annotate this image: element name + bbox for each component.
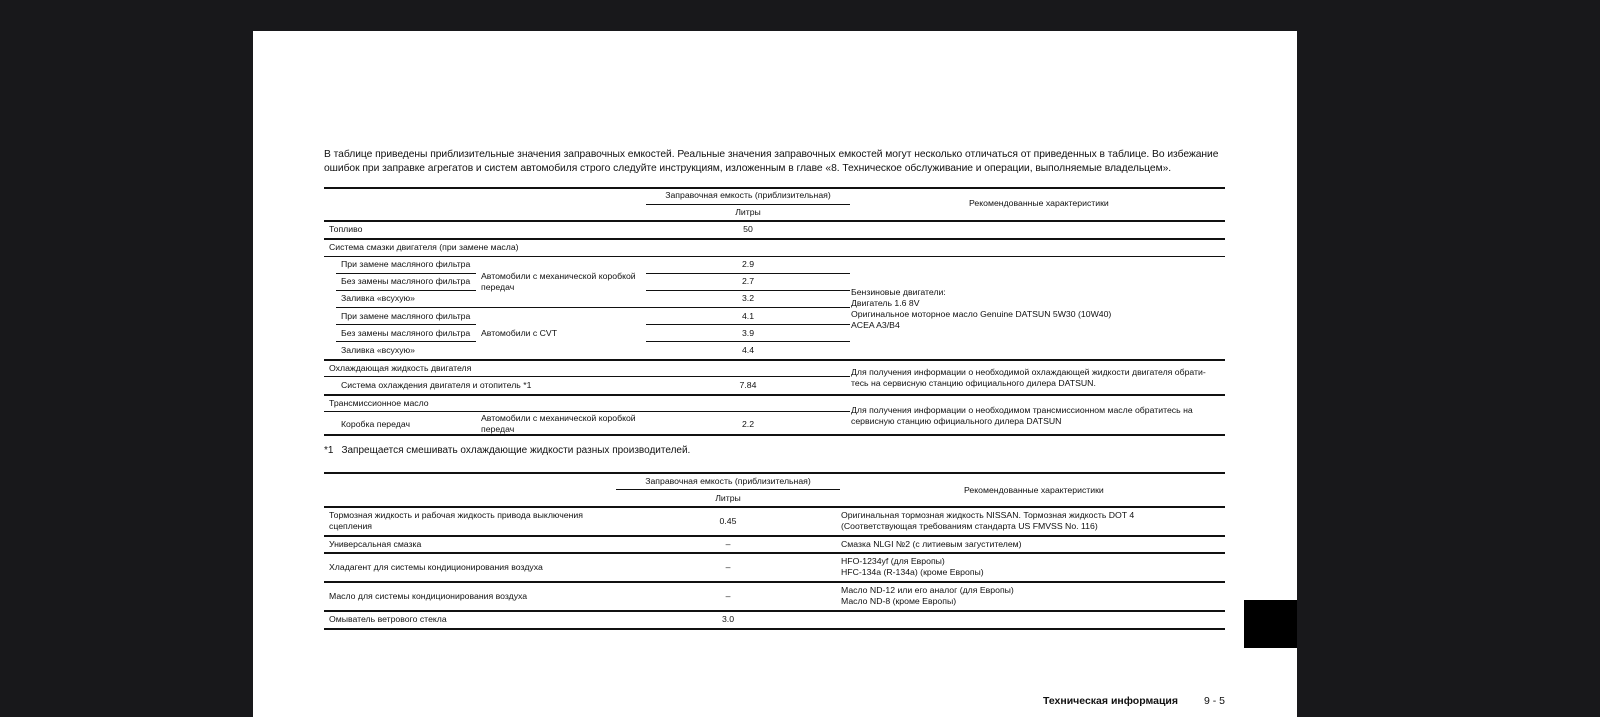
- table-rule: [324, 187, 1225, 189]
- fluid-spec-line: Оригинальная тормозная жидкость NISSAN. Тормозная жидкость DOT 4: [841, 510, 1135, 520]
- oil-row-value: 3.2: [741, 293, 755, 303]
- table-rule: [324, 552, 1225, 554]
- table-rule: [616, 489, 840, 490]
- fluid-spec-line: Масло ND-12 или его аналог (для Европы): [841, 585, 1014, 595]
- intro-line-2: ошибок при заправке агрегатов и систем автомобиля строго следуйте инструкциям, изложенным в главе «8. Техническое обслуживание и операции, выполняемые владельцем».: [324, 163, 1172, 174]
- fuel-label: Топливо: [329, 224, 363, 234]
- oil-row-label: При замене масляного фильтра: [341, 259, 471, 269]
- intro-paragraph: [324, 148, 1230, 176]
- oil-row-label: Заливка «всухую»: [341, 293, 415, 303]
- oil-row-label: Без замены масляного фильтра: [341, 276, 471, 286]
- table-rule: [336, 341, 476, 342]
- fluid-spec-line: Масло ND-8 (кроме Европы): [841, 596, 957, 606]
- table-rule: [324, 411, 850, 412]
- table-rule: [324, 394, 1225, 396]
- coolant-sub-label: Система охлаждения двигателя и отопитель *1: [341, 380, 532, 390]
- footnote-marker: *1: [324, 445, 334, 456]
- oil-row-value: 4.1: [741, 311, 755, 321]
- table-rule: [324, 610, 1225, 612]
- fluid-row-spec: [841, 510, 1134, 532]
- table-rule: [336, 324, 476, 325]
- table-rule: [324, 472, 1225, 474]
- table-rule: [646, 341, 850, 342]
- oil-spec-line: Двигатель 1.6 8V: [851, 298, 920, 308]
- table-rule: [336, 307, 850, 308]
- table-rule: [324, 628, 1225, 630]
- coolant-label: Охлаждающая жидкость двигателя: [329, 363, 472, 373]
- header-recommended: Рекомендованные характеристики: [969, 198, 1109, 208]
- footer-section-title: Техническая информация: [1042, 695, 1178, 707]
- gearbox-label: Коробка передач: [341, 419, 411, 429]
- header-recommended: Рекомендованные характеристики: [964, 485, 1104, 495]
- oil-row-value: 4.4: [741, 345, 755, 355]
- fluid-row-value: –: [725, 562, 731, 572]
- table-rule: [324, 220, 1225, 222]
- coolant-spec-line: тесь на сервисную станцию официального дилера DATSUN.: [851, 378, 1096, 388]
- oil-row-label: Без замены масляного фильтра: [341, 328, 471, 338]
- chapter-tab-marker: [1244, 600, 1297, 648]
- fluid-spec-line: HFO-1234yf (для Европы): [841, 556, 945, 566]
- table-rule: [646, 324, 850, 325]
- table-rule: [324, 238, 1225, 240]
- fluid-row-label: Масло для системы кондиционирования воздуха: [329, 591, 528, 601]
- table-rule: [324, 581, 1225, 583]
- table-rule: [324, 506, 1225, 508]
- oil-spec-line: ACEA A3/B4: [851, 320, 900, 330]
- oil-row-value: 2.7: [741, 276, 755, 286]
- mt-label: Автомобили с механической коробкой передач: [481, 271, 636, 292]
- fluid-spec-line: (Соответствующая требованиям стандарта US FMVSS No. 116): [841, 521, 1098, 531]
- header-liters: Литры: [735, 207, 761, 217]
- coolant-spec-line: Для получения информации о необходимой охлаждающей жидкости двигателя обрати-: [851, 367, 1206, 377]
- table-rule: [324, 434, 1225, 436]
- transmission-label: Трансмиссионное масло: [329, 398, 429, 408]
- lube-system-label: Система смазки двигателя (при замене масла): [329, 242, 519, 252]
- cvt-label: Автомобили с CVT: [481, 328, 558, 338]
- fluid-row-spec: Смазка NLGI №2 (с литиевым загустителем): [841, 539, 1022, 549]
- transmission-spec-line: Для получения информации о необходимом трансмиссионном масле обратитесь на: [851, 405, 1193, 415]
- gearbox-value: 2.2: [741, 419, 755, 429]
- document-page: [253, 31, 1297, 717]
- fluid-row-label: Хладагент для системы кондиционирования воздуха: [329, 562, 543, 572]
- fuel-value: 50: [743, 224, 753, 234]
- intro-line-1: В таблице приведены приблизительные значения заправочных емкостей. Реальные значения заправочных емкостей могут несколько отличаться от приведенных в таблице. Во избежание: [324, 149, 1219, 160]
- oil-row-value: 2.9: [741, 259, 755, 269]
- fluid-spec-line: HFC-134a (R-134a) (кроме Европы): [841, 567, 984, 577]
- oil-row-label: Заливка «всухую»: [341, 345, 415, 355]
- transmission-spec-line: сервисную станцию официального дилера DATSUN: [851, 416, 1062, 426]
- fluid-row-spec: [841, 585, 1014, 607]
- page-footer: [1043, 695, 1225, 707]
- oil-row-label: При замене масляного фильтра: [341, 311, 471, 321]
- oil-spec-line: Бензиновые двигатели:: [851, 287, 946, 297]
- transmission-spec: [851, 405, 1193, 427]
- table-rule: [646, 204, 850, 205]
- coolant-spec: [851, 367, 1206, 389]
- fluids-table: [324, 472, 1225, 662]
- table-rule: [324, 376, 850, 377]
- page-number: 9 - 5: [1203, 695, 1225, 707]
- header-liters: Литры: [715, 493, 741, 503]
- table-rule: [646, 290, 850, 291]
- fluid-row-value: 0.45: [719, 516, 737, 526]
- capacities-table: [324, 187, 1225, 465]
- table-rule: [336, 273, 476, 274]
- table-rule: [324, 256, 1225, 257]
- table-rule: [324, 359, 1225, 361]
- oil-row-value: 3.9: [741, 328, 755, 338]
- footnote-text: Запрещается смешивать охлаждающие жидкости разных производителей.: [341, 445, 691, 456]
- fluid-row-label: Тормозная жидкость и рабочая жидкость привода выключения сцепления: [329, 510, 583, 531]
- table-rule: [646, 273, 850, 274]
- fluid-row-value: –: [725, 591, 731, 601]
- table-rule: [336, 290, 476, 291]
- footnote: [324, 445, 690, 456]
- header-capacity: Заправочная емкость (приблизительная): [665, 190, 831, 200]
- table-rule: [324, 535, 1225, 537]
- oil-spec: [851, 287, 1111, 331]
- fluid-row-value: 3.0: [721, 614, 735, 624]
- fluid-row-label: Универсальная смазка: [329, 539, 422, 549]
- coolant-value: 7.84: [739, 380, 757, 390]
- header-capacity: Заправочная емкость (приблизительная): [645, 476, 811, 486]
- fluid-row-label: Омыватель ветрового стекла: [329, 614, 447, 624]
- gearbox-type: Автомобили с механической коробкой передач: [481, 413, 636, 434]
- fluid-row-spec: [841, 556, 984, 578]
- oil-spec-line: Оригинальное моторное масло Genuine DATSUN 5W30 (10W40): [851, 309, 1112, 319]
- fluid-row-value: –: [725, 539, 731, 549]
